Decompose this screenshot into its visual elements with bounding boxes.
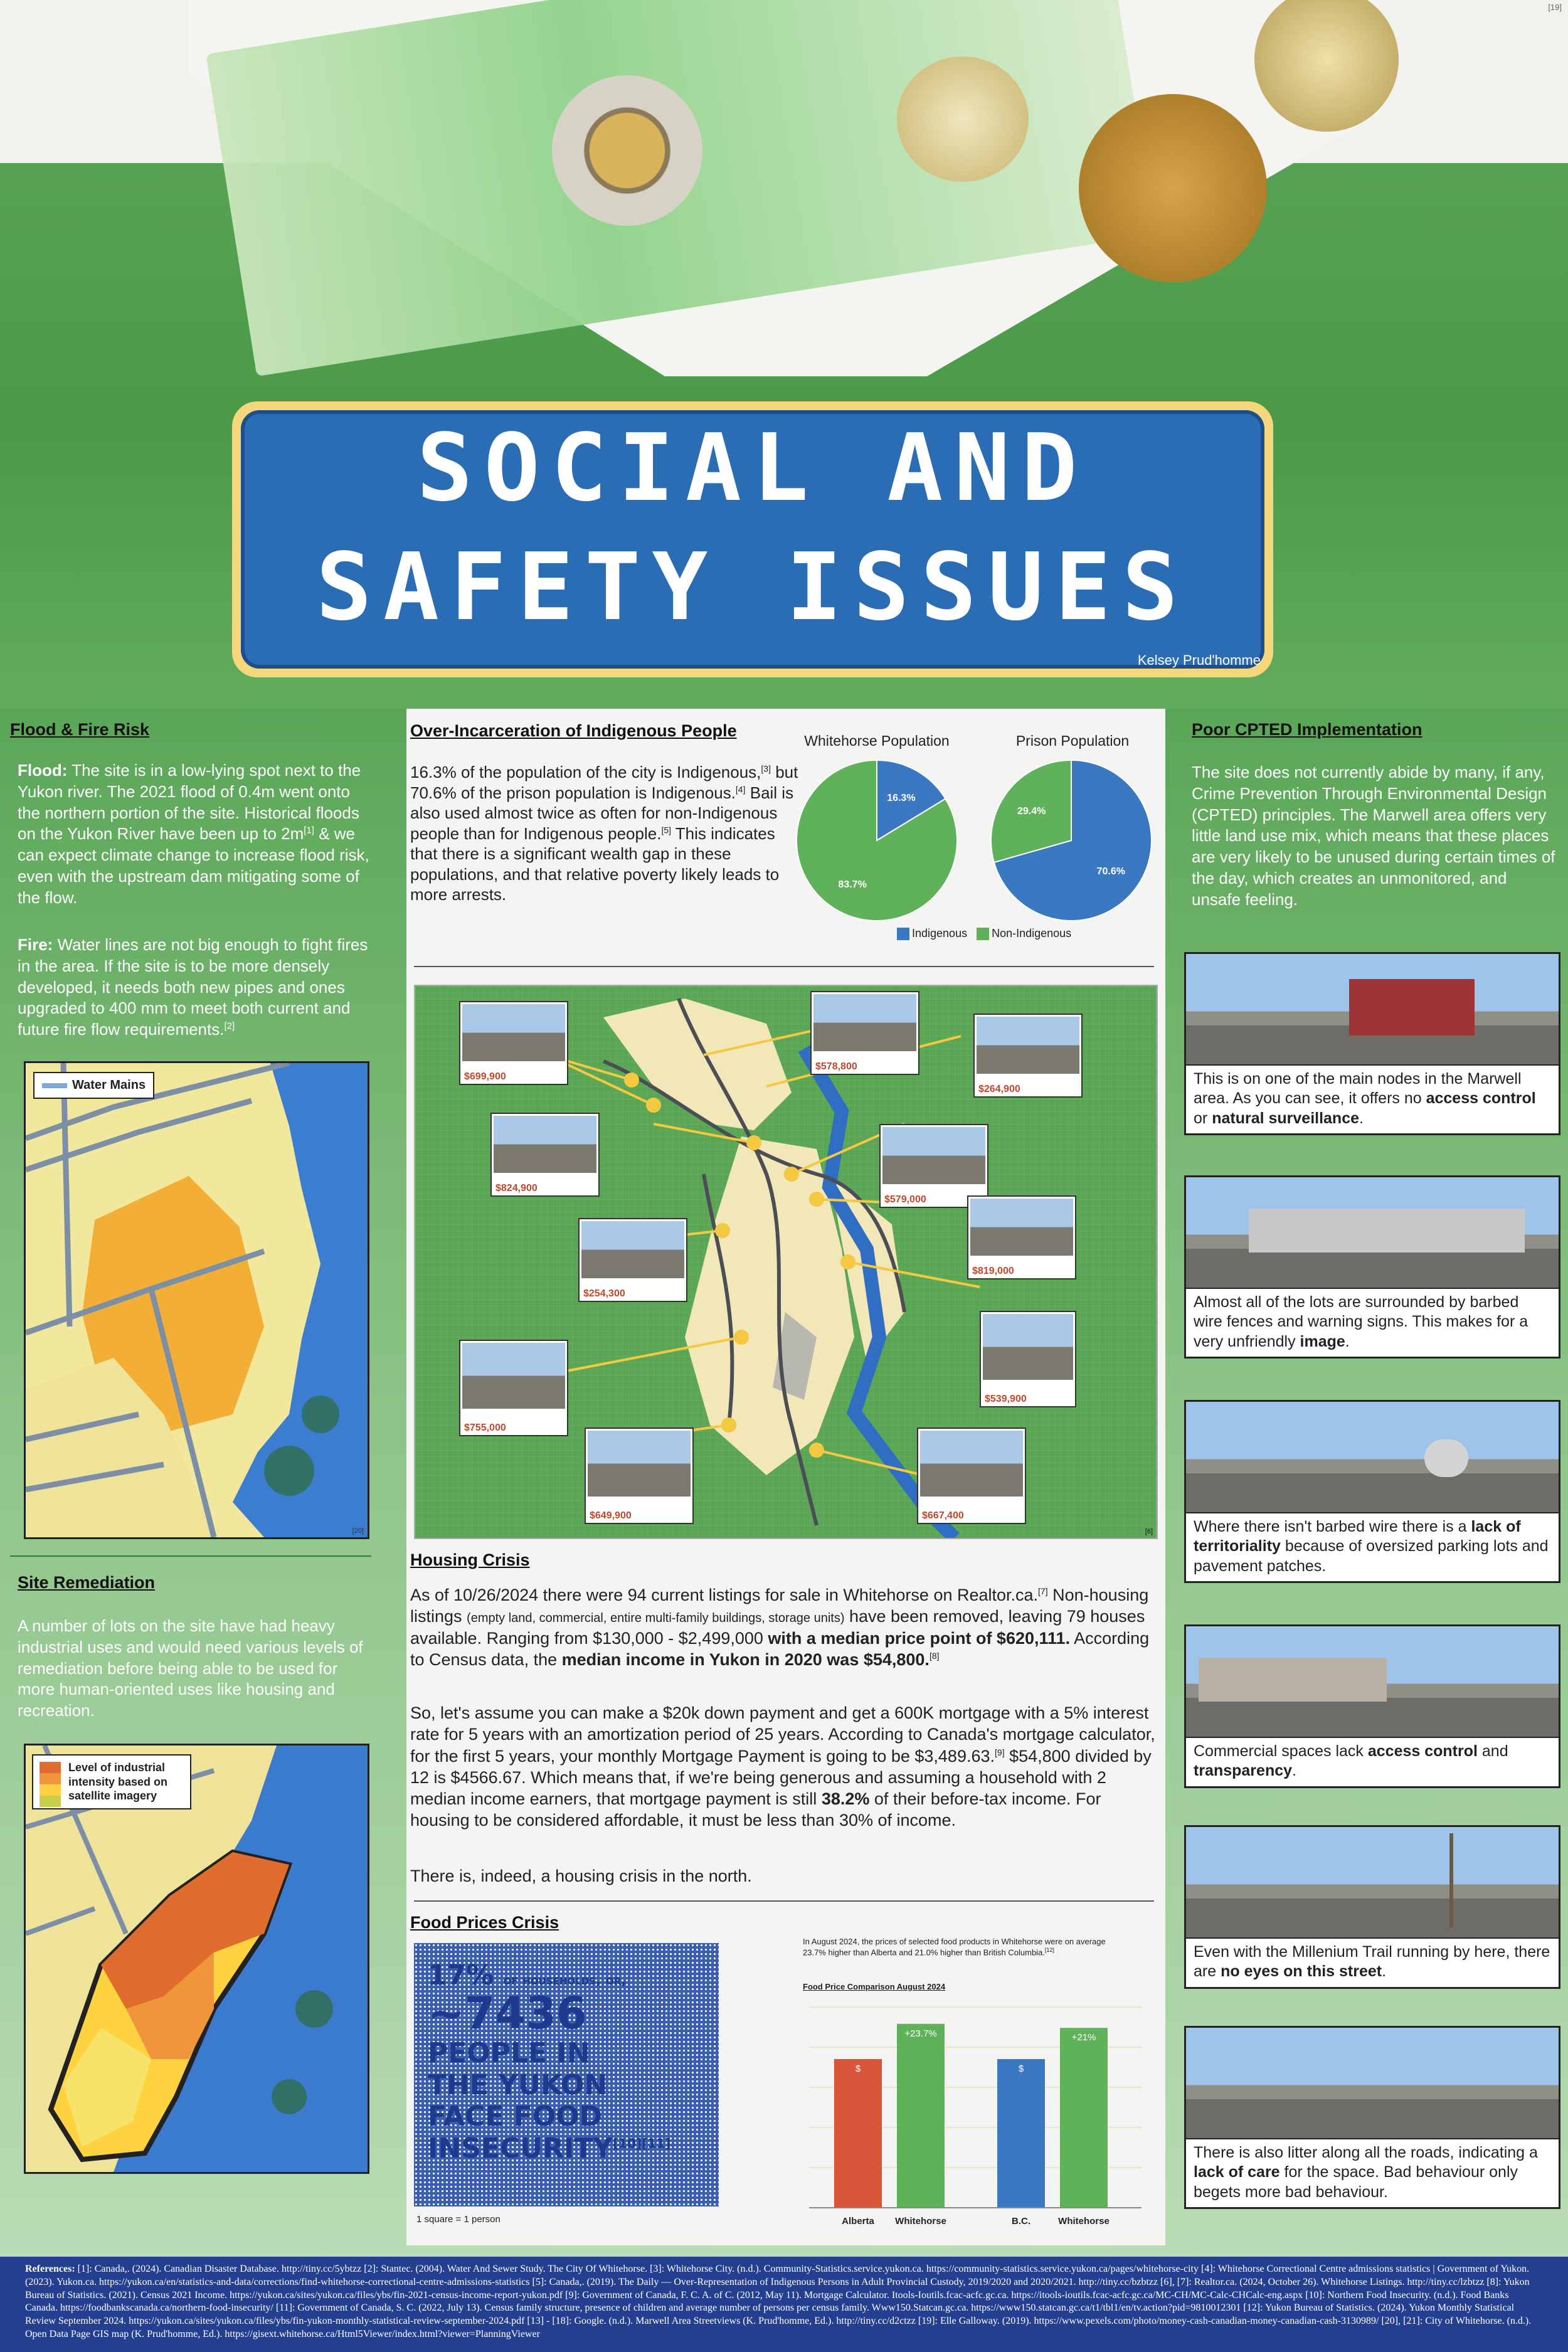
coin-image bbox=[897, 56, 1029, 182]
listing-price: $254,300 bbox=[583, 1288, 625, 1299]
fire-citation: [2] bbox=[224, 1020, 235, 1032]
water-mains-map-graphic bbox=[26, 1063, 368, 1537]
loonie-coin-image bbox=[1079, 94, 1267, 282]
legend-swatch-indigenous bbox=[897, 928, 909, 940]
flood-paragraph bbox=[18, 760, 375, 909]
streetview-card-1 bbox=[1184, 952, 1560, 1135]
card-3-bold-1: lack of territoriality bbox=[1194, 1518, 1521, 1555]
streetview-caption bbox=[1186, 1066, 1559, 1133]
streetview-card-2 bbox=[1184, 1175, 1560, 1359]
housing-p1-d: According to Census data, the bbox=[410, 1628, 1150, 1669]
card-6-text-m: for the space. Bad behaviour only begets more bad behaviour. bbox=[1194, 2163, 1518, 2201]
incarceration-paragraph bbox=[410, 762, 799, 905]
inc-citation-b: [4] bbox=[735, 783, 746, 794]
flood-citation: [1] bbox=[304, 825, 314, 836]
streetview-photo bbox=[1186, 1626, 1559, 1738]
listing-price: $649,900 bbox=[590, 1510, 632, 1521]
map-credit: [20] bbox=[352, 1527, 364, 1535]
food-price-bar-chart bbox=[803, 1994, 1154, 2233]
card-2-text-e: . bbox=[1345, 1332, 1350, 1350]
inc-text-c: Bail is also used almost twice as often for non-Indigenous people than for Indigenous people. bbox=[410, 783, 794, 843]
road-surface bbox=[1186, 2099, 1559, 2138]
incarceration-heading: Over-Incarceration of Indigenous People bbox=[410, 721, 737, 740]
road-surface bbox=[1186, 1473, 1559, 1512]
streetview-caption bbox=[1186, 1289, 1559, 1357]
remediation-legend bbox=[32, 1754, 191, 1809]
food-bar-category-2: B.C. bbox=[1012, 2216, 1030, 2227]
dot-legend: 1 square = 1 person bbox=[416, 2214, 501, 2225]
references-list: [1]: Canada,. (2024). Canadian Disaster Database. http://tiny.cc/5ybtzz [2]: Stantec. (2004). Water And Sewer Study. The City Of Whitehorse. [3]: Whitehorse City. (n.d.). Community-Statistics.service.yukon.ca. https://community-statistics.service.yukon.ca/pages/whitehorse-city [4]: Whitehorse Correctional Centre admissions statistics | Government of Yukon. (2023). Yukon.ca. https://yukon.ca/en/statistics-and-data/corrections/find-whitehorse-correctional-centre-admissions-statistics [5]: Canada,. (2019). The Daily — Over-Representation of Indigenous Persons in Adult Provincial Custody, 2019/2020 and 2020/2021. http://tiny.cc/bzbtzz [6], [7]: Realtor.ca. (2024, October 26). Whitehorse Listings. http://tiny.cc/lzbtzz [8]: Yukon Bureau of Statistics. (2021). Census 2021 Income. https://yukon.ca/sites/yukon.ca/files/ybs/fin-2021-census-income-report-yukon.pdf [9]: Government of Canada, F. C. A. of C. (2012, May 11). Mortgage Calculator. Itools-Ioutils.fcac-acfc.gc.ca. https://itools-ioutils.fcac-acfc.gc.ca/MC-CH/MC-Calc-CHCalc-eng.aspx [10]: Northern Food Insecurity. (n.d.). Food Banks Canada. https://foodbankscanada.ca/northern-food-insecurity/ [11]: Government of Canada, S. C. (2022, July 13). Census family structure, presence of children and average number of persons per census family. Www150.Statcan.gc.ca. https://www150.statcan.gc.ca/t1/tbl1/en/tv.action?pid=9810012301 [12]: Yukon Bureau of Statistics. (2024). Yukon Monthly Statistical Review September 2024. https://yukon.ca/sites/yukon.ca/files/ybs/fin-yukon-monthly-statistical-review-september-2024.pdf [13] - [18]: Google. (n.d.). Marwell Area Streetviews (K. Prud'homme, Ed.). http://tiny.cc/d2ctzz [19]: Elle Galloway. (2019). https://www.pexels.com/photo/money-cash-canadian-money-canadian-cash-3130989/ [20], [21]: City of Whitehorse. (n.d.). Open Data Page GIS map (K. Prud'homme, Ed.). https://gisext.whitehorse.ca/Html5Viewer/index.html?viewer=PlanningViewer bbox=[25, 2264, 1532, 2339]
card-3-text-m: because of oversized parking lots and pavement patches. bbox=[1194, 1537, 1549, 1575]
card-5-text-a: Even with the Millenium Trail running by here, there are bbox=[1194, 1943, 1550, 1981]
legend-non-indigenous: Non-Indigenous bbox=[992, 927, 1072, 940]
cpted-paragraph: The site does not currently abide by many, if any, Crime Prevention Through Environmental Design (CPTED) principles. The Marwell area offers very little land use mix, which means that these places are very likely to be unused during certain times of the day, which creates an unmonitored, and unsafe feeling. bbox=[1192, 763, 1555, 909]
left-divider bbox=[10, 1555, 371, 1557]
streetview-photo bbox=[1186, 954, 1559, 1066]
listing-card bbox=[980, 1311, 1076, 1407]
center-divider-1 bbox=[414, 966, 1154, 967]
median-income: median income in Yukon in 2020 was $54,800. bbox=[561, 1650, 930, 1669]
water-mains-map bbox=[24, 1061, 369, 1539]
streetview-caption bbox=[1186, 1939, 1559, 1987]
tank-shape bbox=[1424, 1439, 1468, 1477]
house-photo bbox=[882, 1127, 985, 1184]
house-photo bbox=[581, 1221, 684, 1278]
page-number: [19] bbox=[1548, 3, 1562, 12]
housing-p2-c: of their before-tax income. For housing to be considered affordable, it must be less than 30% of income. bbox=[410, 1789, 1101, 1830]
prison-pie-title: Prison Population bbox=[1015, 733, 1130, 749]
food-bar-3 bbox=[1060, 2028, 1108, 2208]
whitehorse-population-pie bbox=[794, 758, 960, 923]
housing-paragraph-1 bbox=[410, 1584, 1157, 1670]
food-intro-citation: [12] bbox=[1044, 1947, 1054, 1954]
card-1-text-e: . bbox=[1359, 1109, 1364, 1127]
food-bar-value-0: $ bbox=[855, 2063, 861, 2074]
card-5-bold-1: no eyes on this street bbox=[1221, 1963, 1382, 1981]
food-stat-number: ~7436 bbox=[428, 1988, 587, 2039]
card-2-text-a: Almost all of the lots are surrounded by barbed wire fences and warning signs. This makes for a very unfriendly bbox=[1194, 1293, 1528, 1350]
housing-citation-9: [9] bbox=[995, 1747, 1005, 1757]
intensity-scale bbox=[40, 1762, 61, 1807]
listing-card bbox=[459, 1340, 568, 1436]
remediation-legend-label: Level of industrial intensity based on satellite imagery bbox=[68, 1761, 168, 1802]
prison-population-pie bbox=[988, 758, 1154, 923]
cpted-heading: Poor CPTED Implementation bbox=[1192, 720, 1422, 739]
food-prices-heading: Food Prices Crisis bbox=[410, 1913, 559, 1932]
median-price: with a median price point of $620,111. bbox=[768, 1628, 1071, 1648]
card-4-bold-2: transparency bbox=[1194, 1762, 1293, 1780]
references-text bbox=[25, 2263, 1543, 2341]
food-intro-text: In August 2024, the prices of selected food products in Whitehorse were on average 23.7% higher than Alberta and 21.0% higher than British Columbia. bbox=[803, 1937, 1106, 1957]
streetview-card-4 bbox=[1184, 1624, 1560, 1788]
housing-p1-b: Non-housing listings bbox=[410, 1586, 1149, 1626]
intensity-swatch-med bbox=[40, 1773, 61, 1784]
flood-text-2: & we can expect climate change to increase flood risk, even with the upstream dam mitigating some of the flow. bbox=[18, 824, 369, 907]
legend-swatch-non-indigenous bbox=[977, 928, 989, 940]
streetview-card-6 bbox=[1184, 2026, 1560, 2209]
whitehorse-pie-label-indigenous: 16.3% bbox=[887, 792, 916, 803]
site-remediation-paragraph: A number of lots on the site have had heavy industrial uses and would need various levels of remediation before being able to be used for more human-oriented uses like housing and recreation. bbox=[18, 1616, 363, 1720]
flood-label: Flood: bbox=[18, 761, 68, 780]
house-photo bbox=[462, 1004, 565, 1061]
food-bar-category-1: Whitehorse bbox=[895, 2216, 946, 2227]
site-remediation-heading: Site Remediation bbox=[18, 1573, 156, 1592]
listing-price: $578,800 bbox=[815, 1061, 857, 1072]
flood-fire-heading: Flood & Fire Risk bbox=[10, 720, 150, 739]
inc-citation-c: [5] bbox=[661, 824, 672, 835]
streetview-photo bbox=[1186, 1402, 1559, 1513]
house-photo bbox=[813, 994, 916, 1051]
card-2-bold-1: image bbox=[1300, 1332, 1345, 1350]
food-bar-2 bbox=[997, 2059, 1045, 2208]
fire-text: Water lines are not big enough to fight fires in the area. If the site is to be more densely developed, it needs both new pipes and ones upgraded to 400 mm to meet both current and future fire flow requirements. bbox=[18, 935, 368, 1039]
intensity-swatch-low bbox=[40, 1784, 61, 1796]
remediation-map bbox=[24, 1744, 369, 2174]
road-surface bbox=[1186, 1249, 1559, 1288]
housing-p1-a: As of 10/26/2024 there were 94 current listings for sale in Whitehorse on Realtor.ca. bbox=[410, 1586, 1039, 1604]
commercial-building-shape bbox=[1199, 1658, 1387, 1702]
pie-legend bbox=[897, 927, 1071, 940]
food-bar-category-3: Whitehorse bbox=[1058, 2216, 1110, 2227]
center-divider-2 bbox=[414, 1900, 1154, 1902]
food-bar-category-0: Alberta bbox=[842, 2216, 874, 2227]
card-6-text-a: There is also litter along all the roads, indicating a bbox=[1194, 2144, 1538, 2161]
listing-price: $824,900 bbox=[495, 1183, 538, 1194]
water-mains-legend bbox=[33, 1072, 154, 1099]
inc-text-d: This indicates that there is a significant wealth gap in these populations, and that relative poverty likely leads to more arrests. bbox=[410, 824, 780, 904]
listing-price: $539,900 bbox=[985, 1394, 1027, 1404]
card-4-text-a: Commercial spaces lack bbox=[1194, 1742, 1368, 1760]
food-insecurity-dot-graphic bbox=[414, 1943, 719, 2206]
pole-shape bbox=[1449, 1833, 1453, 1927]
housing-heading: Housing Crisis bbox=[410, 1550, 530, 1569]
food-stat-headline bbox=[428, 1959, 670, 1991]
listing-price: $667,400 bbox=[922, 1510, 964, 1521]
housing-p2-a: So, let's assume you can make a $20k down payment and get a 600K mortgage with a 5% interest rate for 5 years with an amortization period of 25 years. According to Canada's mortgage calculator, for the first 5 years, your monthly Mortgage Payment is going to be $3,489.63. bbox=[410, 1703, 1155, 1766]
card-3-text-a: Where there isn't barbed wire there is a bbox=[1194, 1518, 1471, 1535]
streetview-card-3 bbox=[1184, 1400, 1560, 1583]
house-photo bbox=[462, 1343, 565, 1409]
toonie-coin-image bbox=[552, 75, 702, 226]
streetview-photo bbox=[1186, 2028, 1559, 2139]
listing-card bbox=[967, 1195, 1076, 1279]
intensity-swatch-high bbox=[40, 1762, 61, 1773]
inc-text-a: 16.3% of the population of the city is Indigenous, bbox=[410, 763, 761, 781]
housing-conclusion: There is, indeed, a housing crisis in the north. bbox=[410, 1867, 752, 1885]
house-photo bbox=[494, 1116, 596, 1173]
house-photo bbox=[920, 1431, 1023, 1496]
housing-p1-small: (empty land, commercial, entire multi-family buildings, storage units) bbox=[467, 1611, 845, 1626]
food-stat-percent: 17% bbox=[428, 1959, 494, 1991]
water-main-swatch bbox=[42, 1083, 67, 1088]
listing-price: $579,000 bbox=[884, 1194, 926, 1205]
food-stat-line-1: PEOPLE IN bbox=[428, 2037, 590, 2069]
listing-card bbox=[585, 1428, 694, 1524]
listing-card bbox=[917, 1428, 1026, 1524]
card-4-text-e: . bbox=[1292, 1762, 1296, 1780]
card-1-text-m: or bbox=[1194, 1109, 1212, 1127]
listing-card bbox=[973, 1014, 1083, 1098]
road-surface bbox=[1186, 1698, 1559, 1737]
food-chart-title: Food Price Comparison August 2024 bbox=[803, 1982, 946, 1991]
inc-citation-a: [3] bbox=[761, 763, 771, 774]
food-bar-value-1: +23.7% bbox=[904, 2028, 937, 2039]
references-label: References: bbox=[25, 2264, 75, 2274]
inc-text-b: but 70.6% of the prison population is Indigenous. bbox=[410, 763, 798, 802]
listing-card bbox=[810, 991, 919, 1075]
listing-price: $755,000 bbox=[464, 1422, 506, 1433]
housing-p1-c: have been removed, leaving 79 houses available. Ranging from $130,000 - $2,499,000 bbox=[410, 1607, 1145, 1648]
food-price-intro bbox=[803, 1937, 1129, 1958]
flood-text: The site is in a low-lying spot next to the Yukon river. The 2021 flood of 0.4m went onto the northern portion of the site. Historical floods on the Yukon River have been up to 2m bbox=[18, 761, 361, 844]
whitehorse-pie-title: Whitehorse Population bbox=[804, 733, 950, 749]
house-photo bbox=[970, 1199, 1073, 1256]
streetview-photo bbox=[1186, 1177, 1559, 1289]
food-stat-small: of households, or, bbox=[503, 1973, 627, 1988]
prison-pie-label-indigenous: 70.6% bbox=[1096, 866, 1126, 877]
food-stat-line-3: FACE FOOD bbox=[428, 2100, 603, 2133]
listing-card bbox=[578, 1218, 687, 1302]
streetview-photo bbox=[1186, 1827, 1559, 1939]
food-insecurity-stat bbox=[428, 1959, 671, 2164]
card-4-bold-1: access control bbox=[1367, 1742, 1478, 1760]
housing-listings-map bbox=[414, 985, 1158, 1539]
streetview-caption bbox=[1186, 1513, 1559, 1581]
card-1-bold-2: natural surveillance bbox=[1212, 1109, 1360, 1127]
building-shape bbox=[1349, 979, 1475, 1036]
card-5-text-e: . bbox=[1382, 1963, 1387, 1981]
food-stat-line-2: THE YUKON bbox=[428, 2069, 608, 2101]
listing-price: $819,000 bbox=[972, 1266, 1014, 1276]
housing-map-credit: [6] bbox=[1145, 1528, 1153, 1535]
housing-citation-7: [7] bbox=[1038, 1586, 1048, 1596]
food-stat-line-4: INSECURITY bbox=[428, 2132, 613, 2164]
prison-pie-label-non-indigenous: 29.4% bbox=[1017, 806, 1046, 817]
listing-card bbox=[459, 1001, 568, 1085]
legend-indigenous: Indigenous bbox=[912, 927, 968, 940]
listing-card bbox=[490, 1113, 600, 1197]
whitehorse-pie-label-non-indigenous: 83.7% bbox=[838, 879, 867, 891]
fire-paragraph bbox=[18, 935, 375, 1041]
house-photo bbox=[977, 1017, 1079, 1074]
card-1-bold-1: access control bbox=[1426, 1089, 1536, 1108]
card-4-text-m: and bbox=[1477, 1742, 1508, 1760]
water-mains-legend-label: Water Mains bbox=[72, 1078, 146, 1092]
housing-p2-b: $54,800 divided by 12 is $4566.67. Which means that, if we're being generous and assuming a household with 2 median income earners, that mortgage payment is still bbox=[410, 1746, 1152, 1809]
streetview-caption bbox=[1186, 1738, 1559, 1786]
card-1-text-a: This is on one of the main nodes in the Marwell area. As you can see, it offers no bbox=[1194, 1070, 1522, 1108]
listing-price: $699,900 bbox=[464, 1071, 506, 1082]
house-photo bbox=[983, 1314, 1073, 1380]
food-bar-0 bbox=[834, 2059, 882, 2208]
warehouse-shape bbox=[1249, 1209, 1525, 1253]
streetview-card-5 bbox=[1184, 1825, 1560, 1989]
fire-label: Fire: bbox=[18, 935, 53, 954]
page-title-line-2: SAFETY ISSUES bbox=[315, 533, 1190, 641]
intensity-swatch-lowest bbox=[40, 1796, 61, 1807]
streetview-caption bbox=[1186, 2139, 1559, 2207]
mortgage-share: 38.2% bbox=[821, 1789, 870, 1809]
food-bar-value-2: $ bbox=[1018, 2063, 1024, 2074]
housing-citation-8: [8] bbox=[929, 1650, 940, 1661]
food-stat-citation: [10][11] bbox=[613, 2136, 671, 2151]
house-photo bbox=[588, 1431, 691, 1496]
references-footer bbox=[0, 2257, 1568, 2352]
food-bar-1 bbox=[897, 2024, 945, 2208]
road-surface bbox=[1186, 1899, 1559, 1937]
card-6-bold-1: lack of care bbox=[1194, 2163, 1280, 2181]
remediation-map-graphic bbox=[26, 1745, 368, 2172]
food-bar-value-3: +21% bbox=[1071, 2032, 1096, 2043]
page-title-line-1: SOCIAL AND bbox=[416, 414, 1089, 522]
housing-paragraph-2 bbox=[410, 1702, 1157, 1831]
author-name: Kelsey Prud'homme bbox=[1137, 652, 1261, 668]
listing-price: $264,900 bbox=[978, 1084, 1020, 1094]
